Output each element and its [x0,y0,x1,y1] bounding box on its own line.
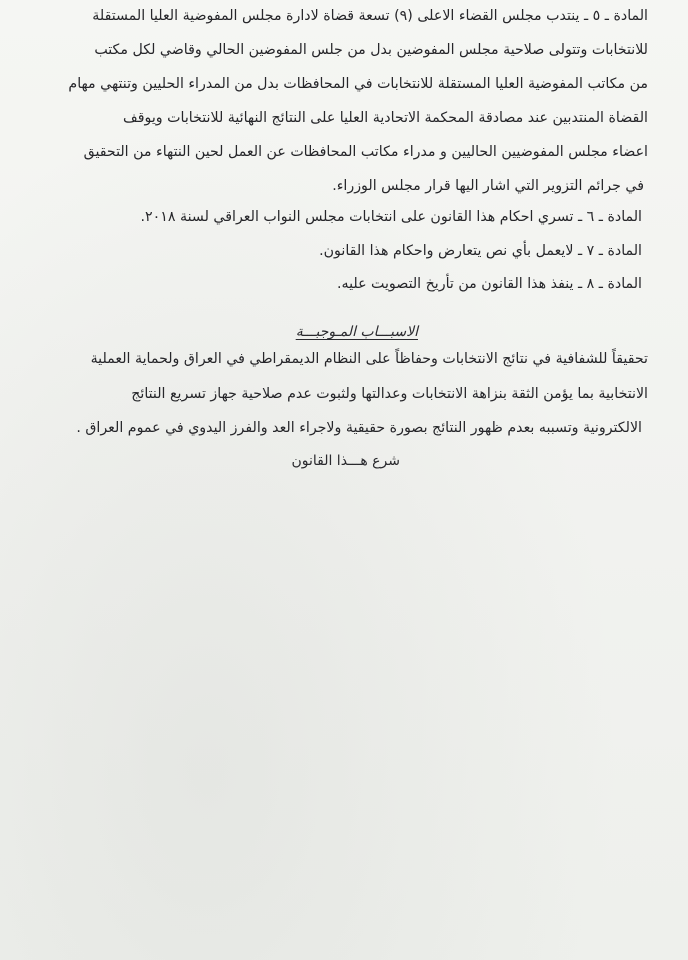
closing-line: شرع هـــذا القانون [291,453,400,469]
article-8: المادة ـ ٨ ـ ينفذ هذا القانون من تأريخ التصويت عليه. [336,276,642,292]
article-5-line-1: المادة ـ ٥ ـ ينتدب مجلس القضاء الاعلى (٩) تسعة قضاة لادارة مجلس المفوضية العليا المستقلة [92,8,648,24]
article-5-line-3: من مكاتب المفوضية العليا المستقلة للانتخابات في المحافظات بدل من المدراء الحليين وتنتهي مهام [68,76,648,92]
article-7: المادة ـ ٧ ـ لايعمل بأي نص يتعارض واحكام هذا القانون. [319,243,642,259]
reasons-line-1: تحقيقاً للشفافية في نتائج الانتخابات وحفاظاً على النظام الديمقراطي في العراق ولحماية العملية [90,351,648,367]
article-5-line-6: في جرائم التزوير التي اشار اليها قرار مجلس الوزراء. [332,178,644,194]
article-6: المادة ـ ٦ ـ تسري احكام هذا القانون على انتخابات مجلس النواب العراقي لسنة ٢٠١٨. [140,209,642,225]
reasons-line-2: الانتخابية بما يؤمن الثقة بنزاهة الانتخابات وعدالتها ولثبوت عدم صلاحية جهاز تسريع النتائج [131,386,648,402]
reasons-line-3: الالكترونية وتسببه بعدم ظهور النتائج بصورة حقيقية ولاجراء العد والفرز اليدوي في عموم العراق . [76,420,642,436]
article-5-line-2: للانتخابات وتتولى صلاحية مجلس المفوضين بدل من جلس المفوضين الحالي وقاضي لكل مكتب [94,42,648,58]
article-5-line-5: اعضاء مجلس المفوضيين الحاليين و مدراء مكاتب المحافظات عن العمل لحين النتهاء من التحقيق [83,144,648,160]
article-5-line-4: القضاة المنتدبين عند مصادقة المحكمة الاتحادية العليا على النتائج النهائية للانتخابات ويوقف [123,110,648,126]
reasons-heading: الاسبـــاب المـوجبـــة [295,324,418,340]
